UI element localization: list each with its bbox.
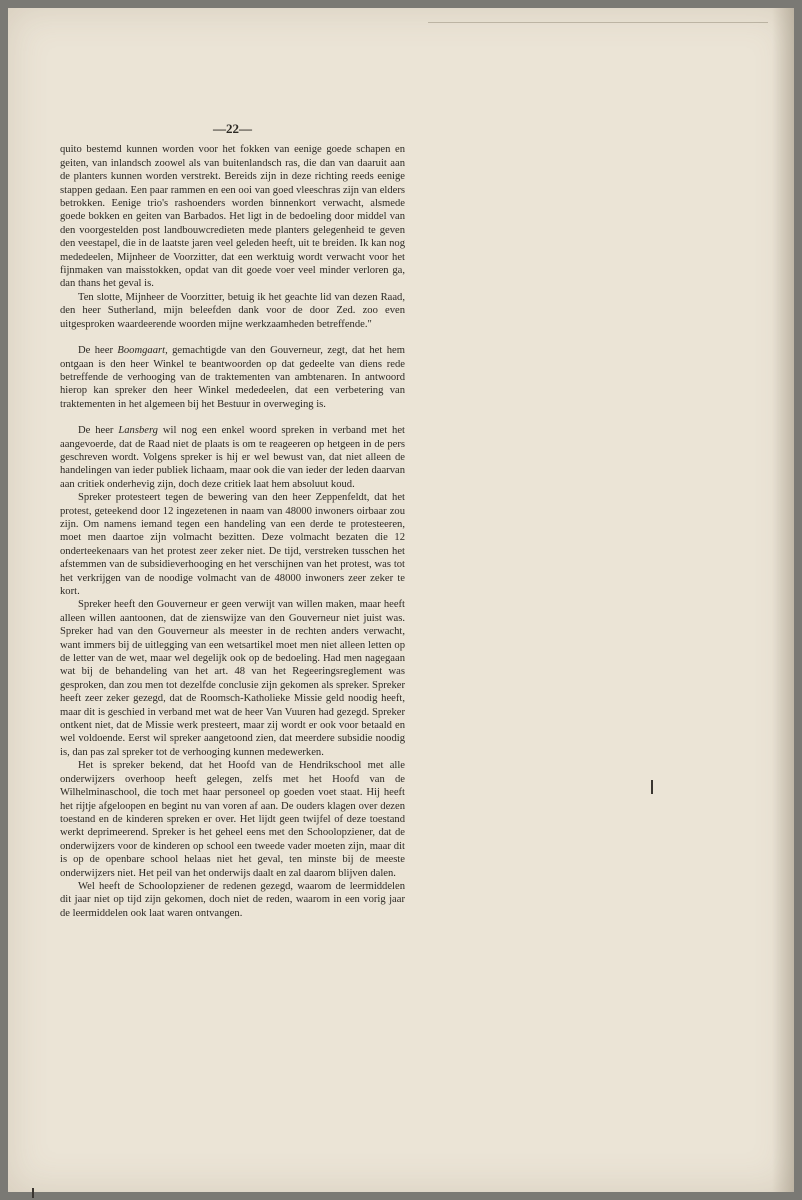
paragraph-prefix: De heer bbox=[78, 425, 119, 437]
ink-mark-bottom bbox=[32, 1188, 34, 1198]
paper-crease bbox=[428, 22, 768, 23]
paragraph-8: Wel heeft de Schoolopziener de redenen gezegd, waarom de leermiddelen dit jaar niet op tijd zijn gekomen, doch niet de reden, waarom in een vorig jaar de leermiddelen ook laat waren ontvangen. bbox=[60, 880, 405, 919]
paragraph-lansberg bbox=[60, 424, 405, 491]
document-page bbox=[8, 8, 794, 1192]
paragraph-body: wil nog een enkel woord spreken in verband met het aangevoerde, dat de Raad niet de plaats is om te reageeren op hetgeen in de pers geschreven wordt. Volgens spreker is hij er wel bewust van, dat niet alleen de handelingen van ieder publiek lichaam, maar ook die van ieder der leden daarvan aan critiek onderhevig zijn, doch deze critiek laat hem absoluut koud. bbox=[60, 425, 405, 490]
speaker-name-lansberg: Lansberg bbox=[118, 425, 158, 437]
speaker-name-boomgaart: Boomgaart bbox=[117, 345, 166, 357]
text-column bbox=[60, 112, 405, 920]
paragraph-6: Spreker heeft den Gouverneur er geen verwijt van willen maken, maar heeft alleen willen aantoonen, dat de zienswijze van den Gouverneur niet juist was. Spreker had van den Gouverneur als meester in de rechten anders verwacht, want immers bij de uitlegging van een wetsartikel moet men niet alleen letten op de letter van de wet, maar wel degelijk ook op de bedoeling. Had men nagegaan wat bij de behandeling van het art. 48 van het Regeeringsreglement was gesproken, dan zou men tot dezelfde conclusie zijn gekomen als spreker. Spreker heeft zeer zeker gezegd, dat de Roomsch-Katholieke Missie geld noodig heeft, maar dit is geschied in verband met wat de heer Van Vuuren had gezegd. Spreker ontkent niet, dat de Missie werk presteert, maar zij wordt er ook voor betaald en wel voldoende. Eerst wil spreker aangetoond zien, dat meerdere subsidie noodig is, dan pas zal spreker tot de verhooging kunnen medewerken. bbox=[60, 599, 405, 758]
paper-edge-shadow bbox=[772, 8, 794, 1192]
ink-mark bbox=[651, 780, 653, 794]
paragraph-7: Het is spreker bekend, dat het Hoofd van de Hendrikschool met alle onderwijzers overhoop heeft gelegen, zelfs met het Hoofd van de Wilhelminaschool, die toch met haar personeel op goeden voet staat. Hij heeft het rijtje afgeloopen en begint nu van voren af aan. De ouders klagen over dezen toestand en de kinderen spreken er over. Het lijdt geen twijfel of deze toestand werkt deprimeerend. Spreker is het geheel eens met den Schoolopziener, dat de onderwijzers voor de kinderen op school een tweede vader moeten zijn, maar dit is op de openbare school helaas niet het geval, ten minste bij de meeste onderwijzers niet. Het peil van het onderwijs daalt en zal daarom blijven dalen. bbox=[60, 760, 405, 879]
paragraph-2: Ten slotte, Mijnheer de Voorzitter, betuig ik het geachte lid van dezen Raad, den heer Sutherland, mijn beleefden dank voor de door Zed. zoo even uitgesproken waardeerende woorden mijne werkzaamheden betreffende." bbox=[60, 291, 405, 330]
paragraph-5: Spreker protesteert tegen de bewering van den heer Zeppenfeldt, dat het protest, geteekend door 12 ingezetenen in naam van 48000 inwoners oirbaar zou zijn. Om namens iemand tegen een handeling van een derde te protesteeren, moet men daartoe zijn volmacht bezitten. Deze volmacht bezaten die 12 onderteekenaars van het protest zeer zeker niet. De tijd, verstreken tusschen het afstemmen van de subsidieverhooging en het verschijnen van het protest, was tot het verkrijgen van de noodige volmacht van de 48000 inwoners zeer zeker te kort. bbox=[60, 492, 405, 597]
paragraph-1: quito bestemd kunnen worden voor het fokken van eenige goede schapen en geiten, van inlandsch zoowel als van buitenlandsch ras, die dan van daaruit aan de planters kunnen worden verstrekt. Bereids zijn in deze richting reeds eenige stappen gedaan. Een paar rammen en een ooi van goed vleeschras zijn van elders betrokken. Eenige trio's rashoenders worden binnenkort verwacht, alsmede goede bokken en geiten van Barbados. Het ligt in de bedoeling door middel van den voorgestelden post landbouwcredieten mede planters gelegenheid te geven den veestapel, die in de laatste jaren veel geleden heeft, uit te breiden. Ik kan nog mededeelen, Mijnheer de Voorzitter, dat een werktuig wordt verwacht voor het fijnmaken van maisstokken, opdat van dit goede voer veel minder verloren ga, dan thans het geval is. bbox=[60, 144, 405, 290]
paragraph-boomgaart bbox=[60, 344, 405, 411]
paragraph-prefix: De heer bbox=[78, 345, 118, 357]
paragraph-body: , gemachtigde van den Gouverneur, zegt, dat het hem ontgaan is den heer Winkel te beantwoorden op dat gedeelte van diens rede betreffende de verhooging van de traktementen van ambtenaren. In antwoord hierop kan spreker den heer Winkel mededeelen, dat een verbetering van traktementen in het algemeen bij het Bestuur in overweging is. bbox=[60, 345, 405, 410]
page-number: —22— bbox=[213, 121, 252, 136]
